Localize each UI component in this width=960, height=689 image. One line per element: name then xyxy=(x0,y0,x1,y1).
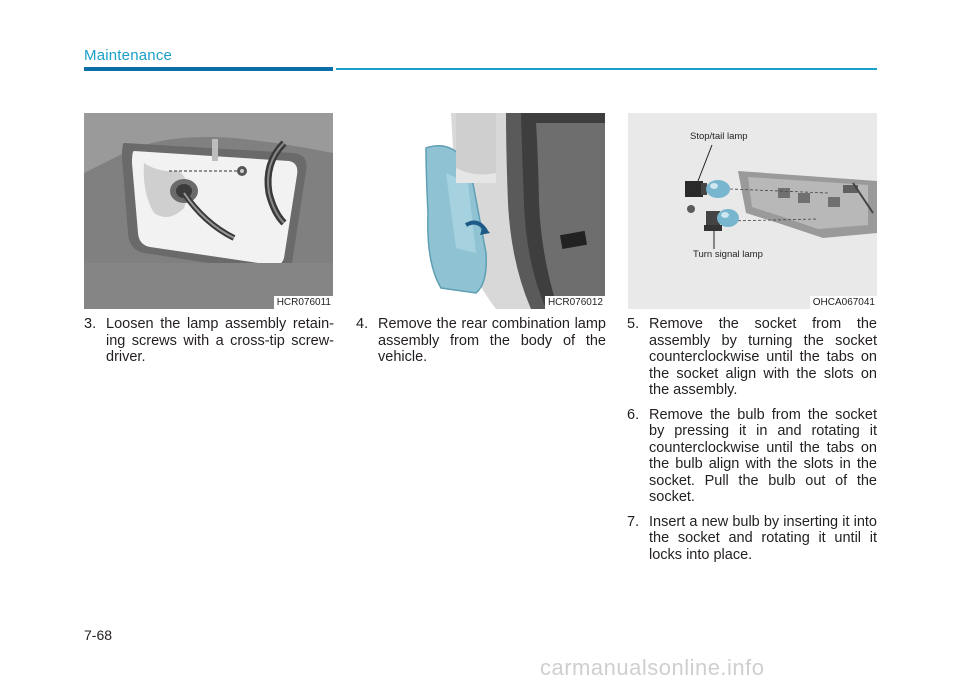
section-title: Maintenance xyxy=(84,47,173,64)
step-number: 6. xyxy=(627,406,640,423)
step-item xyxy=(84,316,334,366)
bulb-sockets-illustration xyxy=(628,113,877,309)
step-number: 5. xyxy=(627,316,640,332)
steps-column-1 xyxy=(84,316,334,374)
step-text: Remove the bulb from the socket by pressing it in and rotating it counterclockwise until the tabs on the bulb align with the slots in the socket. Pull the bulb out of the socket. xyxy=(649,406,877,505)
figure-lamp-screws xyxy=(84,113,333,309)
figure-code: HCR076012 xyxy=(545,296,605,309)
steps-column-3 xyxy=(627,316,877,571)
step-item xyxy=(627,316,877,399)
step-text: Remove the socket from the assembly by turning the socket counterclockwise until the tabs on the socket align with the slots on the assembly. xyxy=(649,316,877,398)
header-rule-light xyxy=(336,68,877,70)
lamp-screws-illustration xyxy=(84,113,333,309)
remove-lamp-illustration xyxy=(356,113,605,309)
figure-bulb-sockets xyxy=(628,113,877,309)
header-rule-dark xyxy=(84,67,333,71)
step-number: 7. xyxy=(627,513,640,530)
figure-code: HCR076011 xyxy=(274,296,333,309)
step-number: 3. xyxy=(84,316,97,332)
step-item xyxy=(356,316,606,366)
step-item xyxy=(627,514,877,564)
page-number: 7-68 xyxy=(84,627,113,643)
step-item xyxy=(627,407,877,506)
figure-code: OHCA067041 xyxy=(810,296,877,309)
watermark: carmanualsonline.info xyxy=(540,655,765,680)
turn-signal-lamp-label: Turn signal lamp xyxy=(693,249,763,260)
step-text: Loosen the lamp assembly retain-ing screws with a cross-tip screw-driver. xyxy=(106,316,334,365)
stop-tail-lamp-label: Stop/tail lamp xyxy=(690,131,748,142)
step-number: 4. xyxy=(356,316,369,332)
steps-column-2 xyxy=(356,316,606,374)
figure-remove-lamp xyxy=(356,113,605,309)
step-text: Remove the rear combination lamp assembly from the body of the vehicle. xyxy=(378,316,606,365)
step-text: Insert a new bulb by inserting it into the socket and rotating it until it locks into place. xyxy=(649,513,877,563)
